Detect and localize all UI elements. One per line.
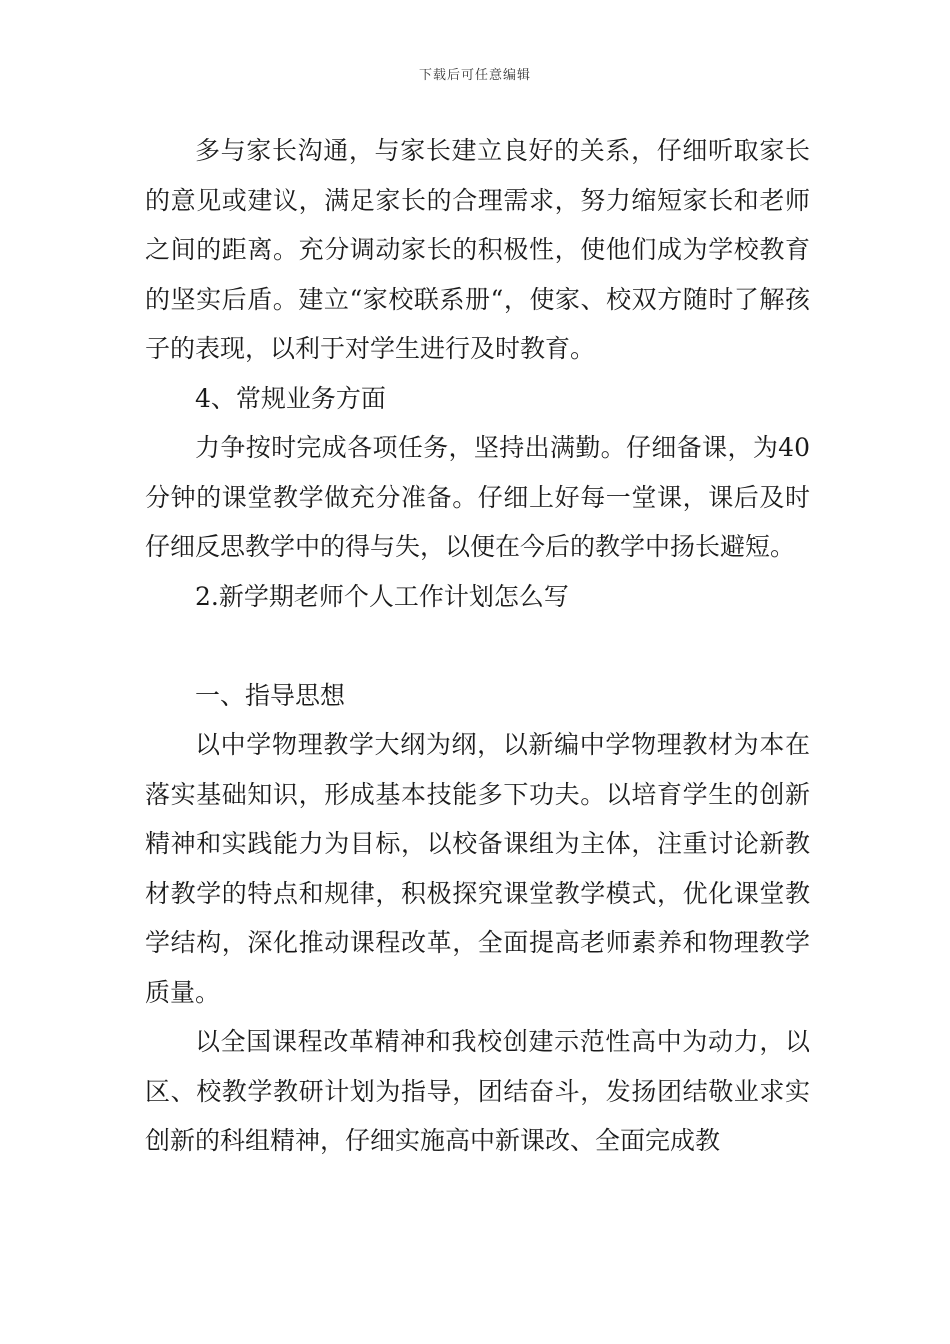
paragraph-curriculum-reform: 以全国课程改革精神和我校创建示范性高中为动力，以区、校教学教研计划为指导，团结奋斗，发扬团结敬业求实创新的科组精神，仔细实施高中新课改、全面完成教 (145, 1027, 810, 1155)
page-header-note: 下载后可任意编辑 (418, 68, 531, 83)
section-title-work-plan: 2.新学期老师个人工作计划怎么写 (195, 581, 569, 611)
paragraph-parent-communication: 多与家长沟通，与家长建立良好的关系，仔细听取家长的意见或建议，满足家长的合理需求，努力缩短家长和老师之间的距离。充分调动家长的积极性，使他们成为学校教育的坚实后盾。建立“家校联系册“，使家、校双方随时了解孩子的表现，以利于对学生进行及时教育。 (145, 136, 810, 363)
document-body (145, 126, 810, 1166)
paragraph-guiding-thought: 以中学物理教学大纲为纲，以新编中学物理教材为本在落实基础知识，形成基本技能多下功夫。以培育学生的创新精神和实践能力为目标，以校备课组为主体，注重讨论新教材教学的特点和规律，积极探究课堂教学模式，优化课堂教学结构，深化推动课程改革，全面提高老师素养和物理教学质量。 (145, 730, 810, 1007)
blank-line (145, 621, 810, 671)
heading-guiding-thought: 一、指导思想 (195, 680, 346, 710)
heading-routine-work: 4、常规业务方面 (195, 383, 386, 413)
paragraph-routine-work: 力争按时完成各项任务，坚持出满勤。仔细备课，为40分钟的课堂教学做充分准备。仔细上好每一堂课，课后及时仔细反思教学中的得与失，以便在今后的教学中扬长避短。 (145, 433, 810, 561)
